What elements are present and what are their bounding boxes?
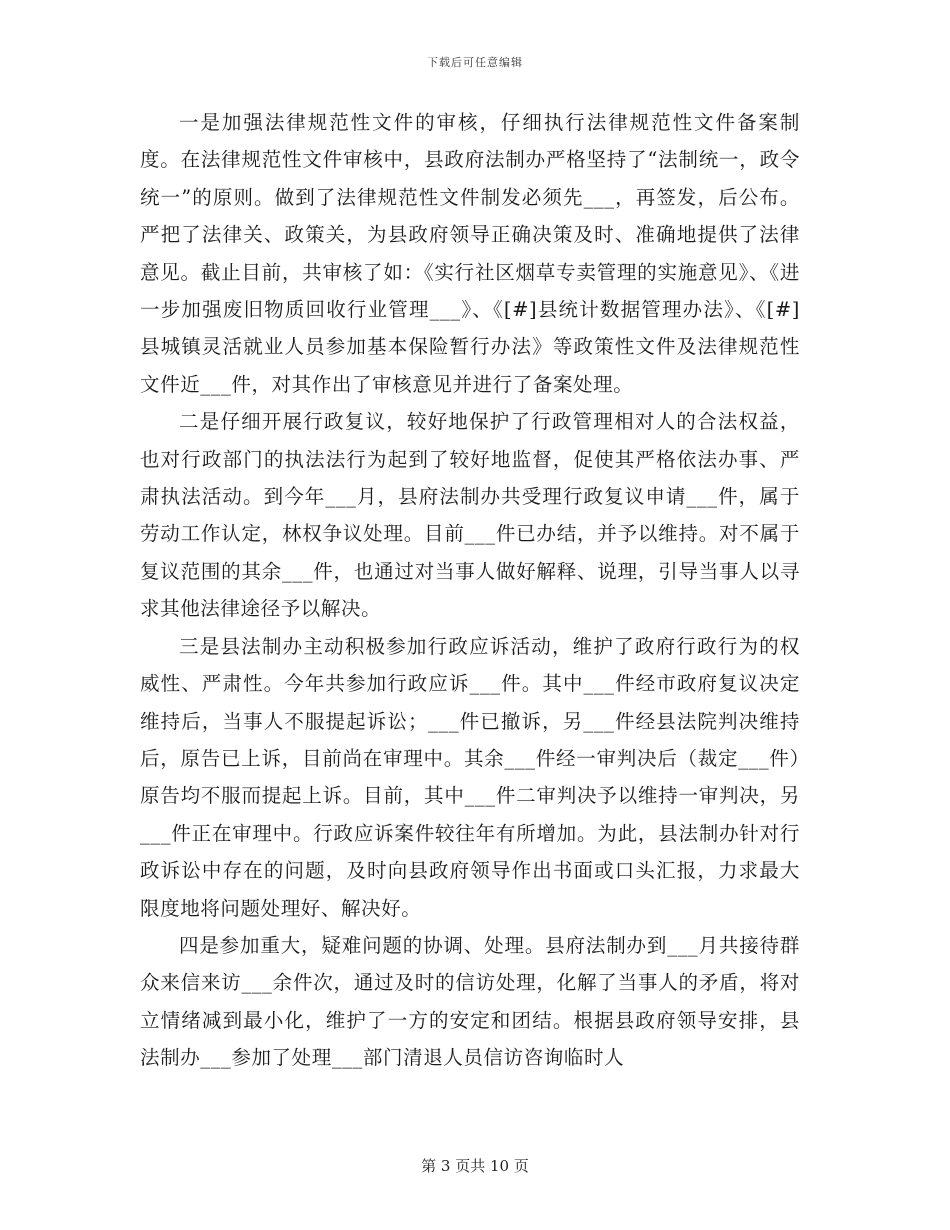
document-body [140, 104, 800, 1077]
paragraph-3: 三是县法制办主动积极参加行政应诉活动，维护了政府行政行为的权威性、严肃性。今年共参加行政应诉___件。其中___件经市政府复议决定维持后，当事人不服提起诉讼；___件已撤诉，另___件经县法院判决维持后，原告已上诉，目前尚在审理中。其余___件经一审判决后（裁定___件）原告均不服而提起上诉。目前，其中___件二审判决予以维持一审判决，另___件正在审理中。行政应诉案件较往年有所增加。为此，县法制办针对行政诉讼中存在的问题，及时向县政府领导作出书面或口头汇报，力求最大限度地将问题处理好、解决好。 [140, 634, 800, 920]
paragraph-4: 四是参加重大，疑难问题的协调、处理。县府法制办到___月共接待群众来信来访___余件次，通过及时的信访处理，化解了当事人的矛盾，将对立情绪减到最小化，维护了一方的安定和团结。根据县政府领导安排，县法制办___参加了处理___部门清退人员信访咨询临时人 [140, 933, 800, 1070]
page-header: 下载后可任意编辑 [427, 56, 523, 69]
page-footer: 第 3 页共 10 页 [421, 1157, 529, 1175]
paragraph-1: 一是加强法律规范性文件的审核，仔细执行法律规范性文件备案制度。在法律规范性文件审核中，县政府法制办严格坚持了“法制统一，政令统一”的原则。做到了法律规范性文件制发必须先___，再签发，后公布。严把了法律关、政策关，为县政府领导正确决策及时、准确地提供了法律意见。截止目前，共审核了如：《实行社区烟草专卖管理的实施意见》、《进一步加强废旧物质回收行业管理___》、《[#]县统计数据管理办法》、《[#]县城镇灵活就业人员参加基本保险暂行办法》等政策性文件及法律规范性文件近___件，对其作出了审核意见并进行了备案处理。 [140, 111, 800, 396]
paragraph-2: 二是仔细开展行政复议，较好地保护了行政管理相对人的合法权益，也对行政部门的执法法行为起到了较好地监督，促使其严格依法办事、严肃执法活动。到今年___月，县府法制办共受理行政复议申请___件，属于劳动工作认定，林权争议处理。目前___件已办结，并予以维持。对不属于复议范围的其余___件，也通过对当事人做好解释、说理，引导当事人以寻求其他法律途径予以解决。 [140, 410, 800, 621]
